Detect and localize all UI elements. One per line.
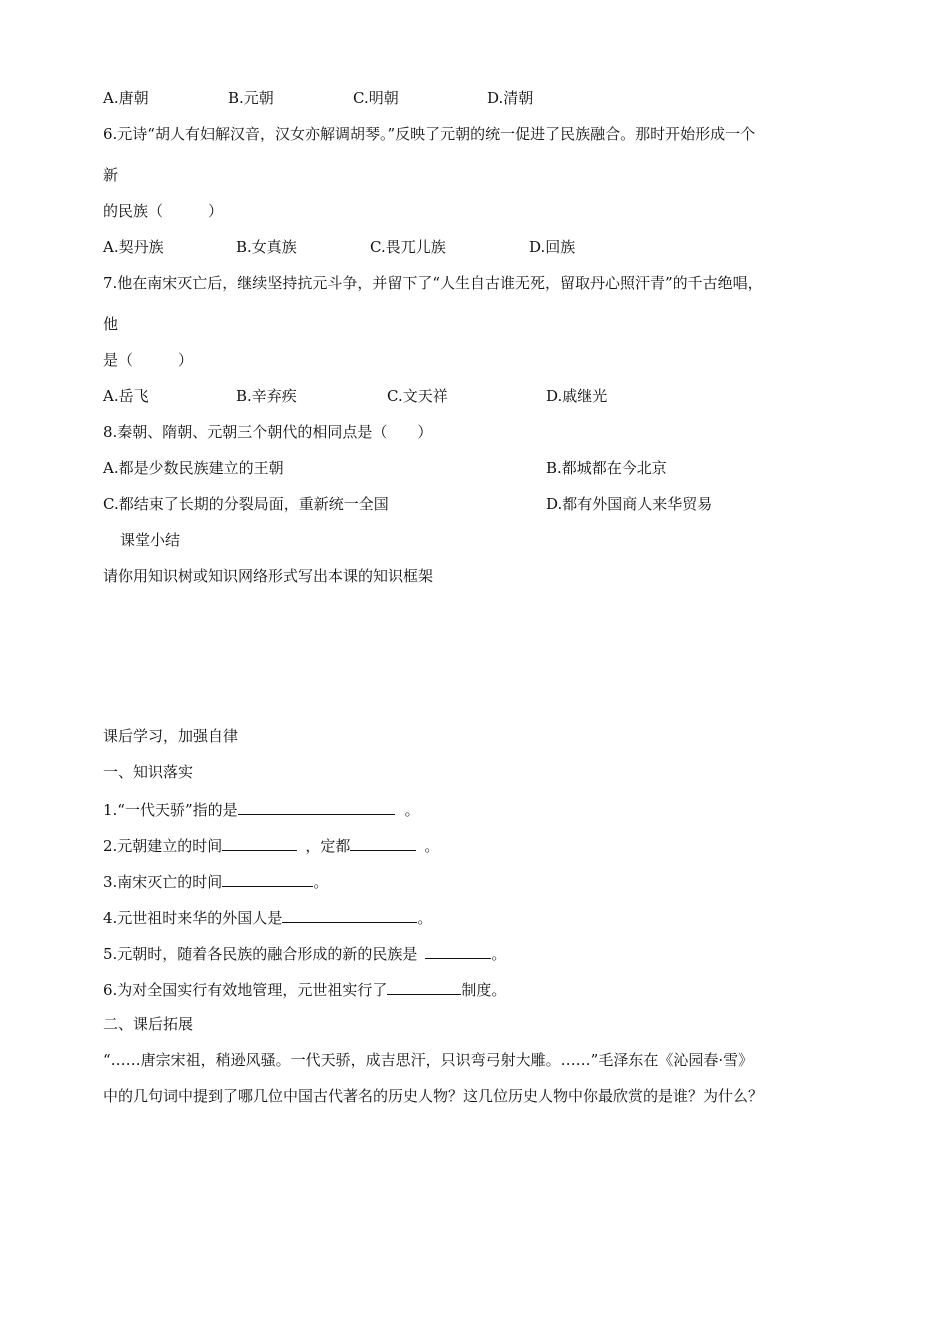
summary-prompt: 请你用知识树或知识网络形式写出本课的知识框架	[103, 567, 434, 585]
fill-item-6	[103, 978, 506, 1000]
section-knowledge-heading: 一、知识落实	[103, 763, 194, 781]
fill-blank[interactable]	[282, 906, 417, 923]
q7-question-line2: 他	[103, 315, 119, 333]
summary-heading: 课堂小结	[120, 531, 181, 549]
q7-option-c: C.文天祥	[387, 387, 448, 405]
q5-option-c: C.明朝	[353, 89, 399, 107]
q5-option-b: B.元朝	[228, 89, 274, 107]
q6-option-b: B.女真族	[236, 238, 297, 256]
q6-question-line1: 6.元诗“胡人有妇解汉音，汉女亦解调胡琴。”反映了元朝的统一促进了民族融合。那时开始形成一个	[103, 125, 756, 143]
q8-option-b: B.都城都在今北京	[546, 459, 667, 477]
q7-question-line1: 7.他在南宋灭亡后，继续坚持抗元斗争，并留下了“人生自古谁无死，留取丹心照汗青”的千古绝唱，	[103, 274, 763, 292]
q8-option-d: D.都有外国商人来华贸易	[546, 495, 713, 513]
q5-option-d: D.清朝	[487, 89, 534, 107]
fill-item-6-text: 6.为对全国实行有效地管理，元世祖实行了	[103, 981, 388, 999]
q5-option-a: A.唐朝	[103, 89, 149, 107]
q6-option-c: C.畏兀儿族	[370, 238, 446, 256]
fill-item-2-end: 。	[424, 837, 440, 855]
fill-item-4	[103, 906, 432, 928]
fill-blank[interactable]	[387, 978, 461, 995]
fill-item-3-text: 3.南宋灭亡的时间	[103, 873, 223, 891]
fill-item-2-mid: ，定都	[305, 837, 351, 855]
q8-option-a: A.都是少数民族建立的王朝	[103, 459, 284, 477]
q7-option-b: B.辛弃疾	[236, 387, 297, 405]
fill-item-1-end: 。	[404, 801, 420, 819]
fill-blank[interactable]	[222, 870, 313, 887]
fill-item-4-text: 4.元世祖时来华的外国人是	[103, 909, 283, 927]
fill-item-5-end: 。	[491, 945, 507, 963]
fill-blank[interactable]	[350, 834, 416, 851]
section-extension-heading: 二、课后拓展	[103, 1015, 194, 1033]
fill-item-4-end: 。	[417, 909, 433, 927]
fill-blank[interactable]	[238, 798, 395, 815]
q7-option-a: A.岳飞	[103, 387, 149, 405]
after-class-heading: 课后学习，加强自律	[103, 727, 239, 745]
q7-question-line3: 是（ ）	[103, 351, 194, 369]
fill-item-5	[103, 942, 506, 964]
extension-paragraph-line2: 中的几句词中提到了哪几位中国古代著名的历史人物？这几位历史人物中你最欣赏的是谁？为什么？	[103, 1087, 764, 1105]
fill-item-6-end: 制度。	[461, 981, 507, 999]
fill-blank[interactable]	[425, 942, 491, 959]
extension-paragraph-line1: “……唐宗宋祖，稍逊风骚。一代天骄，成吉思汗，只识弯弓射大雕。……”毛泽东在《沁园春·雪》	[103, 1051, 754, 1069]
fill-item-2-text: 2.元朝建立的时间	[103, 837, 223, 855]
q6-question-line3: 的民族（ ）	[103, 202, 224, 220]
fill-blank[interactable]	[222, 834, 297, 851]
fill-item-2	[103, 834, 439, 856]
fill-item-1-text: 1.“一代天骄”指的是	[103, 801, 238, 819]
q8-question: 8.秦朝、隋朝、元朝三个朝代的相同点是（ ）	[103, 423, 433, 441]
q6-question-line2: 新	[103, 166, 119, 184]
fill-item-3	[103, 870, 328, 892]
fill-item-5-text: 5.元朝时，随着各民族的融合形成的新的民族是	[103, 945, 418, 963]
q6-option-d: D.回族	[529, 238, 576, 256]
fill-item-3-end: 。	[313, 873, 329, 891]
q7-option-d: D.戚继光	[546, 387, 608, 405]
q8-option-c: C.都结束了长期的分裂局面，重新统一全国	[103, 495, 389, 513]
q6-option-a: A.契丹族	[103, 238, 164, 256]
fill-item-1	[103, 798, 420, 820]
